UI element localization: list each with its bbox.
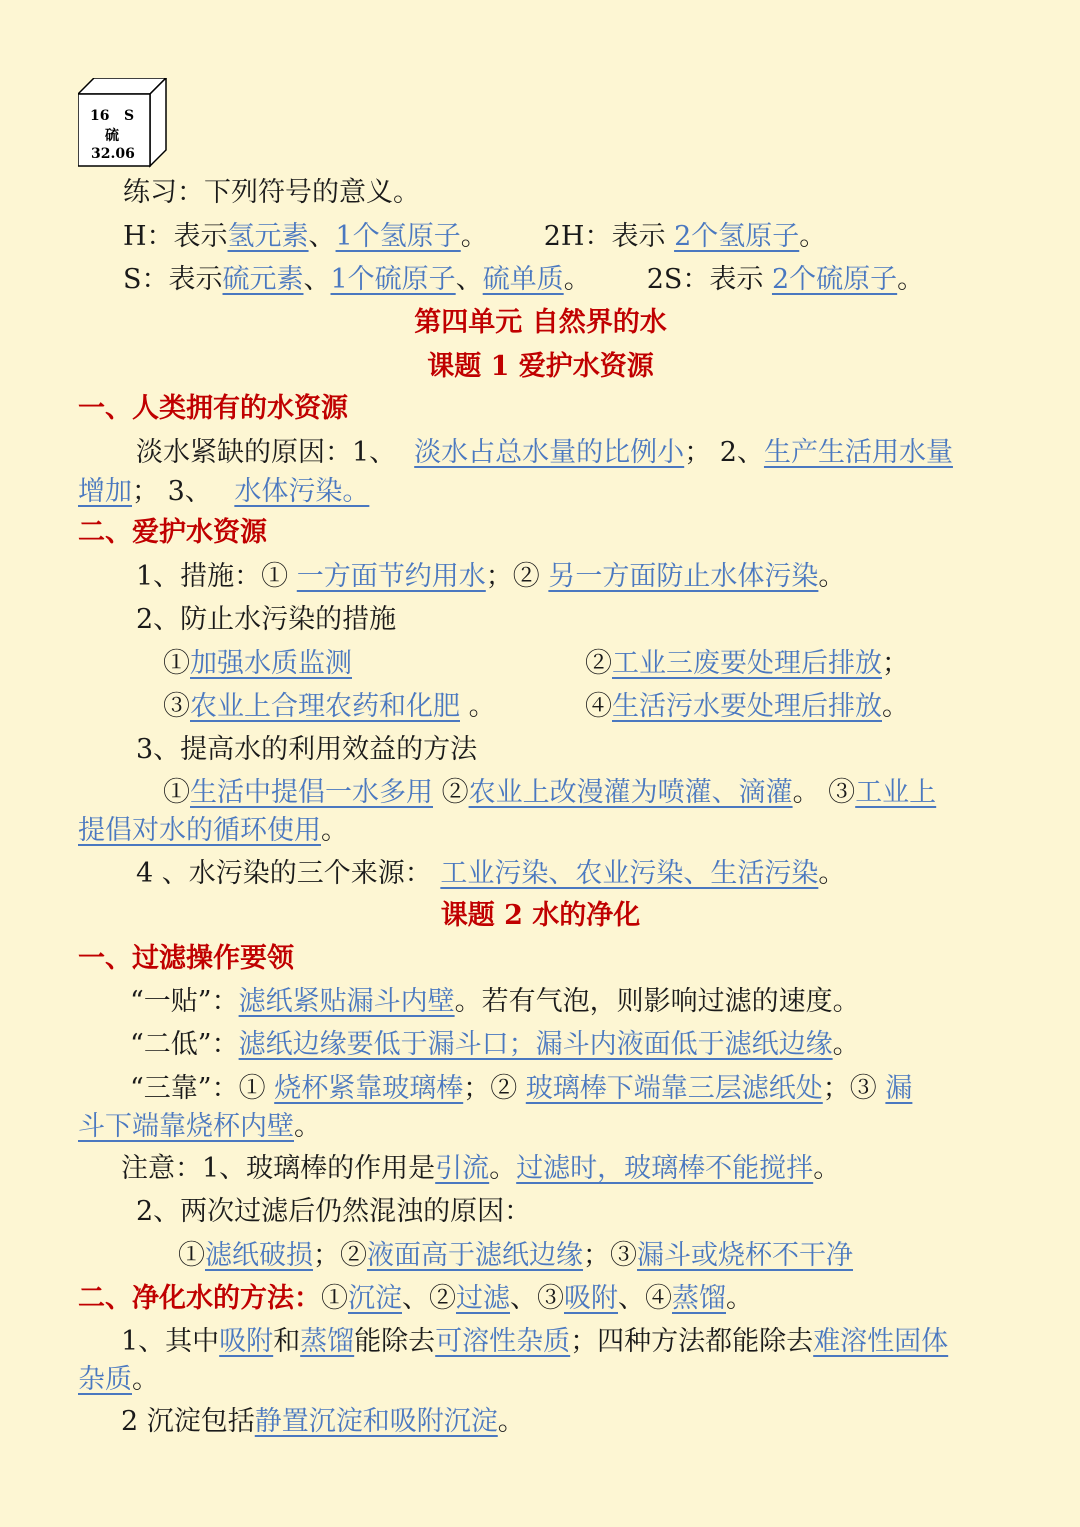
text: ④ [585, 691, 612, 722]
answer: 增加 [78, 476, 132, 507]
element-mass: 32.06 [91, 146, 135, 162]
answer: 漏斗或烧杯不干净 [637, 1240, 853, 1271]
text: 2S：表示 [646, 264, 764, 295]
answer: 1个氢原子 [335, 221, 461, 252]
text: 。 [832, 1029, 860, 1060]
answer: 可溶性杂质 [435, 1326, 571, 1357]
text: 。 [489, 1153, 517, 1184]
answer: 工业上 [855, 777, 937, 808]
answer: 2个氢原子 [674, 221, 800, 252]
answer: 滤纸破损 [205, 1240, 313, 1271]
text: 。 [321, 815, 348, 846]
text: 淡水紧缺的原因：1、 [136, 437, 397, 468]
answer: 过滤 [456, 1283, 510, 1314]
answer: 硫元素 [222, 264, 304, 295]
text: ① [163, 777, 190, 808]
reason-line-2 [78, 473, 369, 511]
filter-tie-3-line-1 [130, 1070, 912, 1108]
measure-2-title: 2、防止水污染的措施 [136, 604, 397, 635]
text: 、④ [618, 1283, 672, 1314]
answer: 引流 [435, 1153, 490, 1184]
text: 能除去 [354, 1326, 436, 1357]
answer: 静置沉淀和吸附沉淀 [254, 1406, 498, 1437]
answer: 滤纸紧贴漏斗内壁 [238, 986, 455, 1017]
text: 2H：表示 [543, 221, 666, 252]
text: ； 2、 [684, 437, 764, 468]
element-name: 硫 [105, 128, 119, 144]
topic2-title: 课题 2 水的净化 [440, 900, 641, 931]
text: 。 [294, 1111, 321, 1142]
text: ； 3、 [132, 476, 221, 507]
prevent-4 [585, 688, 909, 726]
text: 。 [818, 858, 846, 889]
text: 4 、水污染的三个来源： [136, 858, 441, 889]
text: 。 [497, 1406, 525, 1437]
section-heading: 二、爱护水资源 [78, 517, 267, 548]
answer: 漏 [885, 1073, 913, 1104]
text: 1、其中 [121, 1326, 220, 1357]
answer: 一方面节约用水 [296, 561, 486, 592]
text: ；四种方法都能除去 [570, 1326, 814, 1357]
answer: 吸附 [219, 1326, 274, 1357]
turbid-reasons [178, 1237, 853, 1275]
section-heading: 二、净化水的方法： [78, 1283, 321, 1314]
text: 和 [273, 1326, 301, 1357]
purify-methods [78, 1280, 753, 1318]
text: ；③ [822, 1073, 886, 1104]
text: ；② [485, 561, 549, 592]
practice-intro: 练习：下列符号的意义。 [123, 177, 420, 208]
text: 、 [308, 221, 336, 252]
section-heading: 一、过滤操作要领 [78, 943, 294, 974]
answer: 生产生活用水量 [763, 437, 953, 468]
text: 。 [460, 221, 488, 252]
topic1-title: 课题 1 爱护水资源 [427, 351, 654, 382]
efficiency-line-1 [163, 774, 936, 812]
answer: 滤纸边缘要低于漏斗口；漏斗内液面低于滤纸边缘 [238, 1029, 833, 1060]
text: 。 [818, 561, 846, 592]
element-number: 16 [90, 108, 110, 124]
unit-title: 第四单元 自然界的水 [414, 307, 667, 338]
text: ② [585, 648, 612, 679]
answer: 加强水质监测 [190, 648, 352, 679]
answer: 蒸馏 [300, 1326, 355, 1357]
answer: 1个硫原子 [330, 264, 456, 295]
answer: 工业三废要处理后排放 [612, 648, 882, 679]
text: H：表示 [123, 221, 228, 252]
answer: 沉淀 [348, 1283, 402, 1314]
answer: 氢元素 [227, 221, 309, 252]
text: 。 [897, 264, 925, 295]
answer: 蒸馏 [672, 1283, 726, 1314]
practice-s-line [123, 261, 924, 299]
answer: 淡水占总水量的比例小 [414, 437, 685, 468]
text: ；② [313, 1240, 367, 1271]
text: S：表示 [123, 264, 223, 295]
answer: 吸附 [564, 1283, 618, 1314]
purify-note-1-line-2 [78, 1361, 159, 1399]
prevent-3 [163, 688, 496, 726]
prevent-1 [163, 645, 352, 683]
section-heading: 一、人类拥有的水资源 [78, 393, 348, 424]
text: 。 [882, 691, 909, 722]
text: “一贴”： [130, 986, 239, 1017]
text: ③ [163, 691, 190, 722]
text: 、 [455, 264, 483, 295]
text: 、③ [510, 1283, 564, 1314]
answer: 难溶性固体 [813, 1326, 949, 1357]
text: 2 沉淀包括 [121, 1406, 255, 1437]
prevent-2 [585, 645, 909, 683]
text: 。 [460, 691, 496, 722]
answer: 生活污水要处理后排放 [612, 691, 882, 722]
text: ；③ [583, 1240, 637, 1271]
answer: 农业上改漫灌为喷灌、滴灌 [468, 777, 793, 808]
measure-line-1 [136, 558, 845, 596]
filter-tie-2 [130, 1026, 860, 1064]
answer: 农业上合理农药和化肥 [190, 691, 460, 722]
purify-note-1-line-1 [121, 1323, 948, 1361]
text: 。 [563, 264, 591, 295]
element-symbol: S [124, 108, 135, 124]
text: 注意：1、玻璃棒的作用是 [121, 1153, 436, 1184]
element-card-sulfur [78, 78, 168, 168]
text: 。 [799, 221, 827, 252]
text: “三靠”：① [130, 1073, 275, 1104]
text: ① [178, 1240, 205, 1271]
note-2-title: 2、两次过滤后仍然混浊的原因： [136, 1196, 532, 1227]
answer: 玻璃棒下端靠三层滤纸处 [525, 1073, 823, 1104]
answer: 液面高于滤纸边缘 [367, 1240, 583, 1271]
answer: 斗下端靠烧杯内壁 [78, 1111, 294, 1142]
text: ① [163, 648, 190, 679]
text: 1、措施：① [136, 561, 289, 592]
text: 。 ③ [792, 777, 856, 808]
text: 。若有气泡，则影响过滤的速度。 [454, 986, 860, 1017]
answer: 过滤时，玻璃棒不能搅拌 [516, 1153, 814, 1184]
reason-line-1 [136, 434, 953, 472]
text: 。 [726, 1283, 753, 1314]
text: 、② [402, 1283, 456, 1314]
efficiency-line-2 [78, 812, 348, 850]
text: “二低”： [130, 1029, 239, 1060]
answer: 工业污染、农业污染、生活污染 [440, 858, 819, 889]
text: ；② [463, 1073, 526, 1104]
measure-3-title: 3、提高水的利用效益的方法 [136, 734, 478, 765]
answer: 另一方面防止水体污染 [548, 561, 819, 592]
text: ① [321, 1283, 348, 1314]
text: ； [882, 648, 909, 679]
pollution-sources [136, 855, 845, 893]
filter-tie-1 [130, 983, 860, 1021]
answer: 杂质 [78, 1364, 132, 1395]
answer: 水体污染。 [234, 476, 370, 507]
purify-note-2 [121, 1403, 525, 1441]
note-1 [121, 1150, 840, 1188]
answer: 烧杯紧靠玻璃棒 [274, 1073, 464, 1104]
text: 。 [132, 1364, 159, 1395]
answer: 提倡对水的循环使用 [78, 815, 321, 846]
answer: 生活中提倡一水多用 [190, 777, 433, 808]
text: 、 [303, 264, 331, 295]
practice-h-line [123, 218, 826, 256]
filter-tie-3-line-2 [78, 1108, 321, 1146]
text: 。 [813, 1153, 841, 1184]
answer: 硫单质 [482, 264, 564, 295]
text: ② [433, 777, 469, 808]
answer: 2个硫原子 [771, 264, 898, 295]
